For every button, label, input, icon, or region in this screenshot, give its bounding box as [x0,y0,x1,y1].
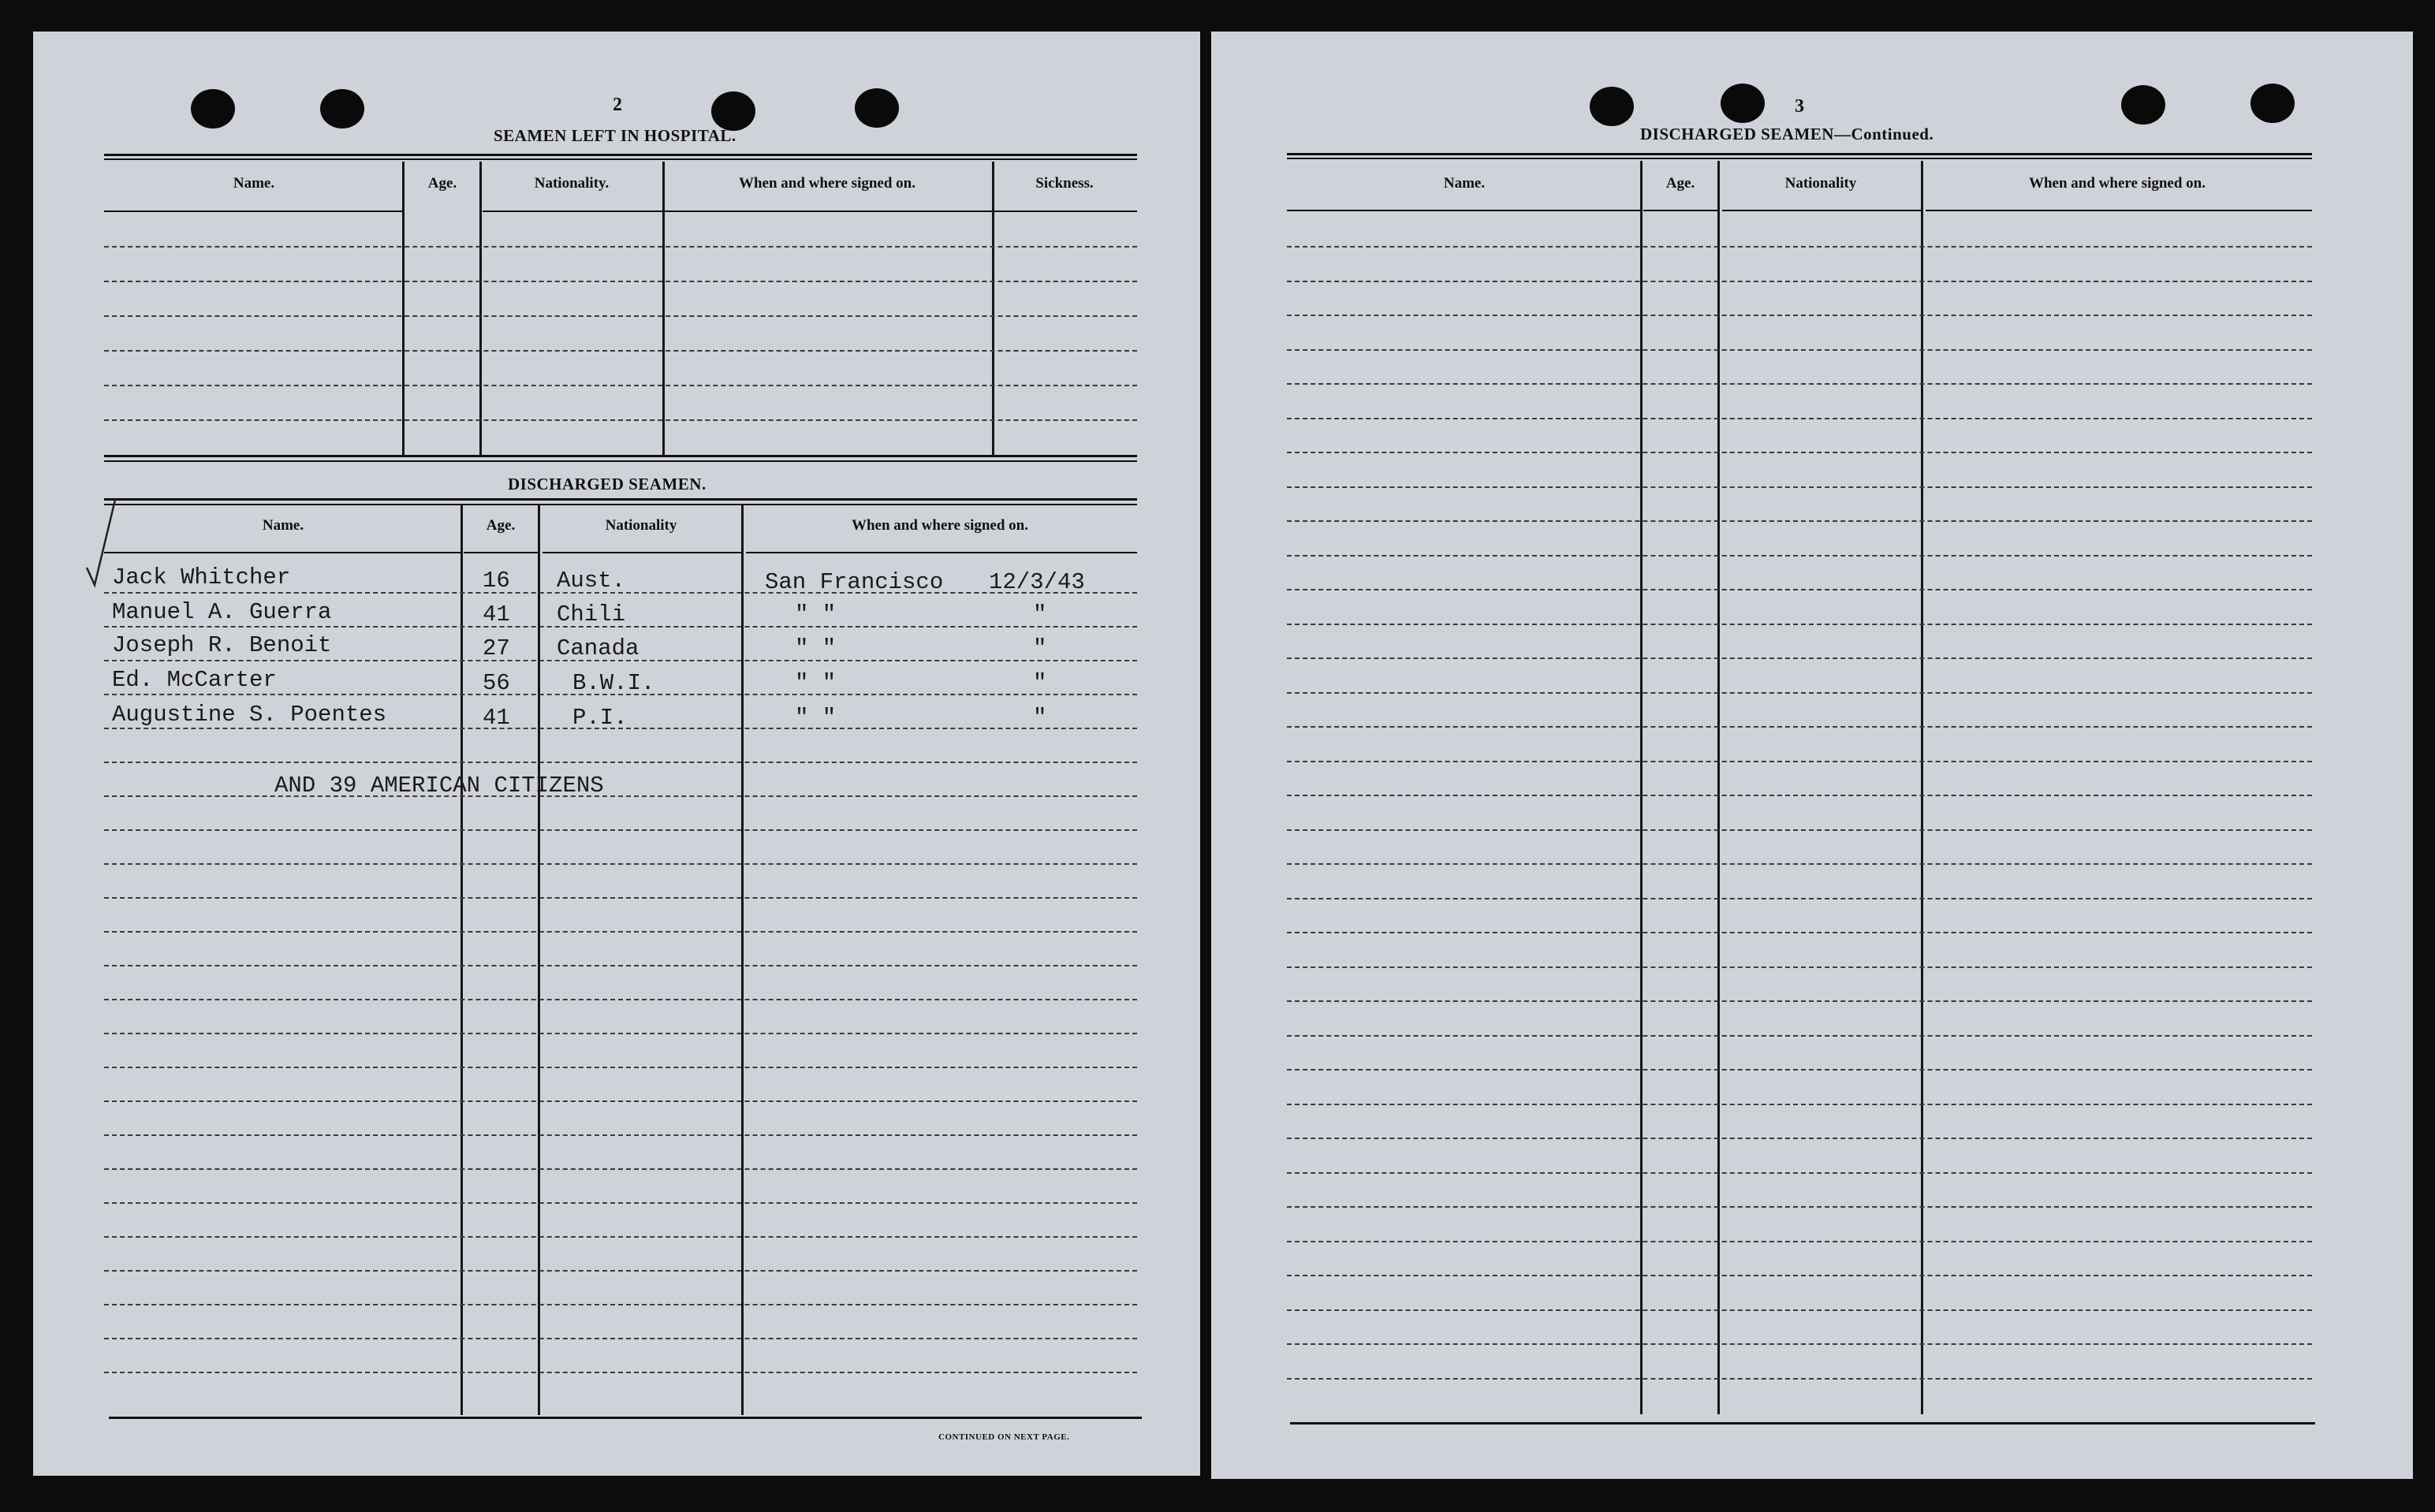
signed-on-date: " [1033,635,1047,661]
ruled-line [104,1372,1137,1373]
ruled-line [1287,898,2312,899]
punch-hole [191,89,235,128]
ruled-line [104,419,1137,421]
punch-hole [1590,87,1634,126]
signed-on-date: 12/3/43 [989,569,1085,595]
seaman-nationality: P.I. [572,705,628,731]
page-number: 3 [1795,96,1804,117]
ruled-line [104,1270,1137,1272]
seaman-age: 16 [483,568,510,594]
discharged-section-title: DISCHARGED SEAMEN. [508,475,707,493]
signed-on-place: " " [795,705,837,731]
ruled-line [1287,726,2312,728]
seaman-name: Joseph R. Benoit [112,632,332,658]
ruled-line [1287,486,2312,488]
discharged-col-signed-on: When and where signed on. [851,517,1028,534]
signed-on-place: " " [795,601,837,628]
ruled-line [1287,966,2312,968]
continued-col-signed-on: When and where signed on. [2028,175,2206,192]
seaman-name: Manuel A. Guerra [112,599,332,625]
signed-on-date: " [1033,705,1047,731]
seaman-age: 56 [483,670,510,696]
seaman-age: 41 [483,705,510,731]
ruled-line [1287,863,2312,865]
punch-hole [855,88,899,128]
ruled-line [1287,1069,2312,1071]
hospital-col-name: Name. [233,175,275,192]
ruled-line [104,1236,1137,1238]
signed-on-date: " [1033,601,1047,628]
signed-on-place: " " [795,670,837,696]
hospital-section-title: SEAMEN LEFT IN HOSPITAL. [494,126,736,145]
ruled-line [1287,1000,2312,1002]
american-citizens-note: AND 39 AMERICAN CITIZENS [274,773,604,799]
ruled-line [104,315,1137,317]
ruled-line [104,1338,1137,1339]
ruled-line [1287,761,2312,762]
seaman-name: Ed. McCarter [112,667,277,693]
ruled-line [1287,1172,2312,1174]
right-page [1211,32,2413,1479]
continued-footer: CONTINUED ON NEXT PAGE. [938,1432,1070,1442]
ruled-line [1287,452,2312,453]
ruled-line [1287,1241,2312,1242]
hospital-col-nationality: Nationality. [534,175,610,192]
ruled-line [1287,1343,2312,1345]
ruled-line [104,1168,1137,1170]
ruled-line [1287,1104,2312,1105]
ruled-line [1287,932,2312,933]
ruled-line [1287,555,2312,557]
seaman-nationality: Canada [557,635,640,661]
ruled-line [1287,589,2312,590]
ruled-line [104,385,1137,386]
signed-on-place: " " [795,635,837,661]
discharged-col-name: Name. [262,517,304,534]
ruled-line [1287,1309,2312,1311]
ruled-line [104,1033,1137,1034]
ruled-line [1287,1035,2312,1037]
ruled-line [1287,383,2312,385]
ruled-line [1287,246,2312,248]
ruled-line [104,897,1137,899]
ruled-line [104,965,1137,966]
seaman-name: Augustine S. Poentes [112,702,387,728]
ruled-line [104,281,1137,282]
discharged-col-age: Age. [486,517,516,534]
signed-on-place: San Francisco [765,569,944,595]
ruled-line [104,1134,1137,1136]
ruled-line [104,1304,1137,1305]
seaman-nationality: B.W.I. [572,670,655,696]
ruled-line [1287,1378,2312,1380]
punch-hole [320,89,364,128]
seaman-nationality: Aust. [557,568,626,594]
punch-hole [1721,84,1765,123]
seaman-age: 27 [483,635,510,661]
continued-col-name: Name. [1443,175,1486,192]
ruled-line [104,246,1137,248]
discharged-col-nationality: Nationality [605,517,677,534]
seaman-name: Jack Whitcher [112,564,291,590]
ruled-line [1287,520,2312,522]
hospital-col-age: Age. [427,175,457,192]
ruled-line [1287,624,2312,625]
ruled-line [1287,349,2312,351]
ruled-line [104,350,1137,352]
ruled-line [1287,1138,2312,1139]
left-page [33,32,1200,1476]
page-number: 2 [613,95,622,115]
ruled-line [104,1100,1137,1102]
punch-hole [2250,84,2295,123]
ruled-line [1287,418,2312,419]
punch-hole [2121,85,2165,125]
ruled-line [104,1067,1137,1068]
ruled-line [1287,795,2312,796]
ruled-line [1287,657,2312,659]
continued-col-age: Age. [1665,175,1695,192]
ruled-line [1287,315,2312,316]
ruled-line [1287,1206,2312,1208]
ruled-line [104,795,1137,797]
ruled-line [1287,829,2312,831]
signed-on-date: " [1033,670,1047,696]
ruled-line [1287,1275,2312,1276]
ruled-line [104,999,1137,1000]
hospital-col-signed-on: When and where signed on. [738,175,915,192]
continued-col-nationality: Nationality [1784,175,1857,192]
hospital-col-sickness: Sickness. [1035,175,1094,192]
ruled-line [104,829,1137,831]
ruled-line [1287,692,2312,694]
seaman-age: 41 [483,601,510,628]
ruled-line [104,762,1137,763]
discharged-continued-title: DISCHARGED SEAMEN—Continued. [1640,125,1934,143]
ruled-line [104,1202,1137,1204]
seaman-nationality: Chili [557,601,626,628]
punch-hole [711,91,755,131]
ruled-line [104,931,1137,933]
ruled-line [1287,281,2312,282]
ruled-line [104,863,1137,865]
